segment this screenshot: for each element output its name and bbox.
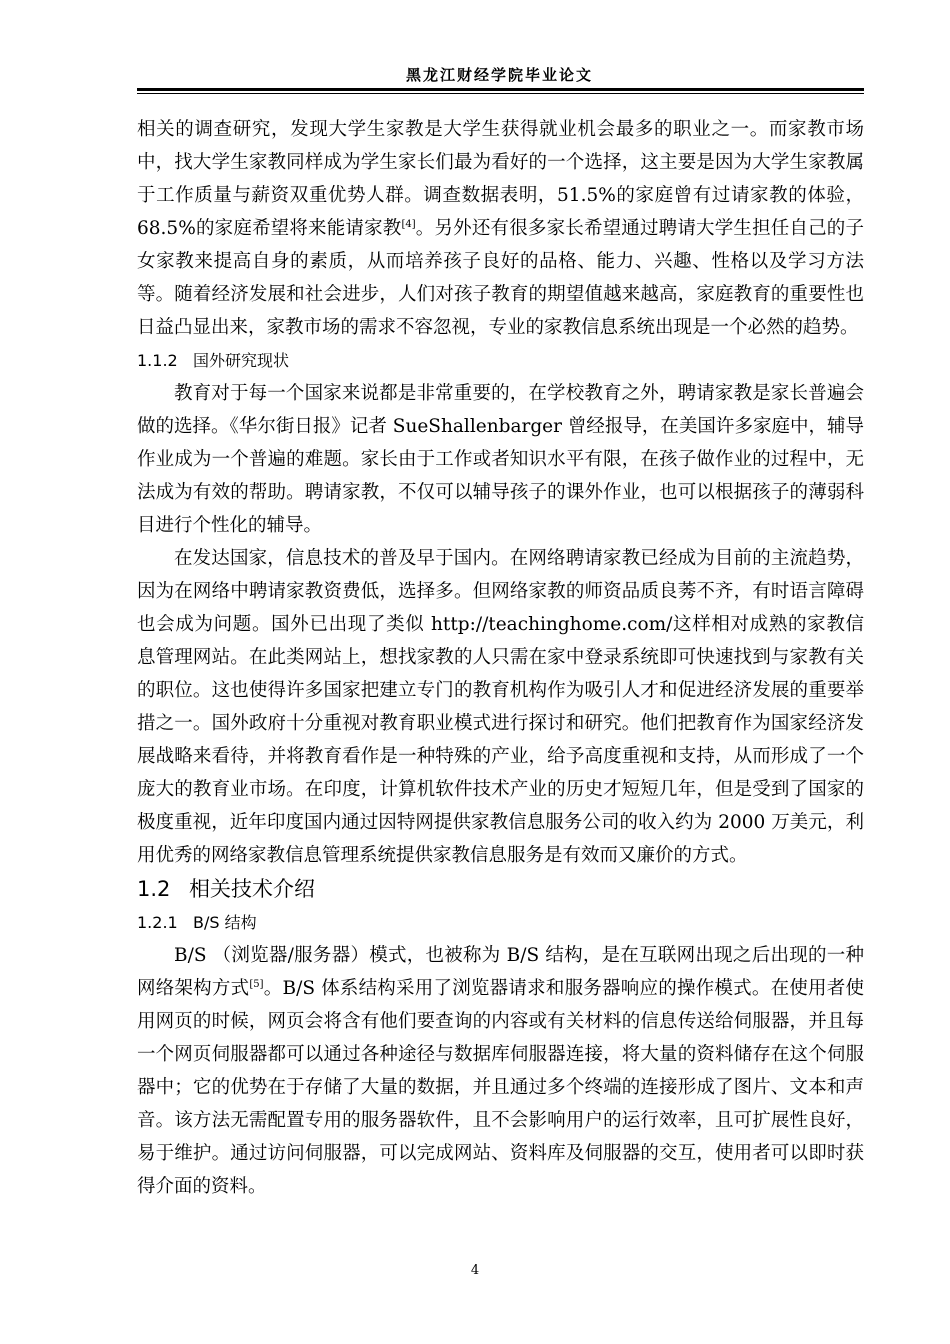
paragraph-1: [137, 113, 864, 344]
citation-5: [5]: [249, 978, 264, 990]
heading-1-2-text: 相关技术介绍: [189, 877, 315, 901]
paragraph-2: 教育对于每一个国家来说都是非常重要的，在学校教育之外，聘请家教是家长普遍会做的选择。《华尔街日报》记者 SueShallenbarger 曾经报导，在美国许多家庭中，辅导作业成为一个普遍的难题。家长由于工作或者知识水平有限，在孩子做作业的过程中，无法成为有效的帮助。聘请家教，不仅可以辅导孩子的课外作业，也可以根据孩子的薄弱科目进行个性化的辅导。: [137, 383, 864, 536]
paragraph-4-text-b: 。B/S 体系结构采用了浏览器请求和服务器响应的操作模式。在使用者使用网页的时候，网页会将含有他们要查询的内容或有关材料的信息传送给伺服器，并且每一个网页伺服器都可以通过各种途径与数据库伺服器连接，将大量的资料储存在这个伺服器中；它的优势在于存储了大量的数据，并且通过多个终端的连接形成了图片、文本和声音。该方法无需配置专用的服务器软件，且不会影响用户的运行效率，且可扩展性良好，易于维护。通过访问伺服器，可以完成网站、资料库及伺服器的交互，使用者可以即时获得介面的资料。: [137, 978, 864, 1197]
heading-1-2-1: [137, 906, 864, 939]
heading-1-1-2-text: 国外研究现状: [193, 351, 290, 370]
heading-1-2: [137, 872, 864, 906]
header-rule-thick: [137, 88, 864, 91]
citation-4: [4]: [401, 218, 416, 230]
heading-1-1-2: [137, 344, 864, 377]
paragraph-3: 在发达国家，信息技术的普及早于国内。在网络聘请家教已经成为目前的主流趋势，因为在网络中聘请家教资费低，选择多。但网络家教的师资品质良莠不齐，有时语言障碍也会成为问题。国外已出现了类似 http://teachinghome.com/这样相对成熟的家教信息管理网站。在此类网站上，想找家教的人只需在家中登录系统即可快速找到与家教有关的职位。这也使得许多国家把建立专门的教育机构作为吸引人才和促进经济发展的重要举措之一。国外政府十分重视对教育职业模式进行探讨和研究。他们把教育作为国家经济发展战略来看待，并将教育看作是一种特殊的产业，给予高度重视和支持，从而形成了一个庞大的教育业市场。在印度，计算机软件技术产业的历史才短短几年，但是受到了国家的极度重视，近年印度国内通过因特网提供家教信息服务公司的收入约为 2000 万美元，利用优秀的网络家教信息管理系统提供家教信息服务是有效而又廉价的方式。: [137, 548, 864, 866]
heading-1-2-1-text: B/S 结构: [193, 913, 257, 932]
page-number: 4: [470, 1263, 480, 1278]
paragraph-4: [137, 939, 864, 1203]
paragraph-1-text-a: 相关的调查研究，发现大学生家教是大学生获得就业机会最多的职业之一。而家教市场中，找大学生家教同样成为学生家长们最为看好的一个选择，这主要是因为大学生家教属于工作质量与薪资双重优势人群。调查数据表明，51.5%的家庭曾有过请家教的体验，68.5%的家庭希望将来能请家教: [137, 119, 864, 239]
paragraph-4-text-a: B/S （浏览器/服务器）模式，也被称为 B/S 结构，是在互联网出现之后出现的一种网络架构方式: [137, 945, 864, 999]
heading-1-2-number: 1.2: [137, 877, 171, 901]
body-text: [137, 113, 864, 1203]
page-header-title: 黑龙江财经学院毕业论文: [405, 66, 593, 84]
header-rule-thin: [137, 93, 864, 94]
paragraph-1-text-b: 。另外还有很多家长希望通过聘请大学生担任自己的子女家教来提高自身的素质，从而培养孩子良好的品格、能力、兴趣、性格以及学习方法等。随着经济发展和社会进步，人们对孩子教育的期望值越来越高，家庭教育的重要性也日益凸显出来，家教市场的需求不容忽视，专业的家教信息系统出现是一个必然的趋势。: [137, 218, 864, 338]
heading-1-1-2-number: 1.1.2: [137, 351, 178, 370]
heading-1-2-1-number: 1.2.1: [137, 913, 178, 932]
